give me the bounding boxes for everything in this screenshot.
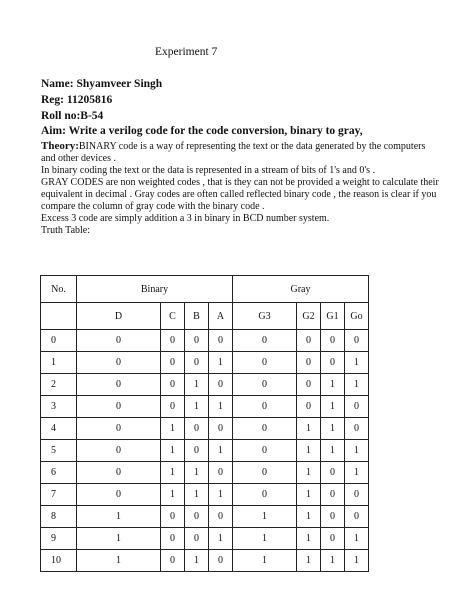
column-header-g1: G1 [321, 303, 345, 330]
table-cell-c: 1 [161, 418, 185, 440]
table-cell-go: 0 [345, 330, 369, 352]
row-number: 2 [41, 374, 77, 396]
table-cell-c: 1 [161, 462, 185, 484]
table-cell-g3: 0 [233, 352, 297, 374]
table-cell-d: 1 [77, 506, 161, 528]
table-cell-a: 1 [209, 484, 233, 506]
row-number: 7 [41, 484, 77, 506]
table-row [41, 506, 369, 528]
table-cell-c: 1 [161, 440, 185, 462]
column-header-c: C [161, 303, 185, 330]
table-cell-go: 0 [345, 396, 369, 418]
table-cell-go: 0 [345, 484, 369, 506]
table-cell-go: 1 [345, 528, 369, 550]
table-cell-g3: 0 [233, 440, 297, 462]
column-header-go: Go [345, 303, 369, 330]
table-cell-g3: 1 [233, 528, 297, 550]
table-cell-g3: 1 [233, 550, 297, 572]
table-cell-g1: 0 [321, 462, 345, 484]
table-cell-go: 1 [345, 462, 369, 484]
table-cell-b: 0 [185, 506, 209, 528]
table-row [41, 462, 369, 484]
column-header-d: D [77, 303, 161, 330]
table-cell-a: 1 [209, 440, 233, 462]
table-cell-b: 1 [185, 374, 209, 396]
table-cell-d: 1 [77, 528, 161, 550]
table-cell-c: 1 [161, 484, 185, 506]
table-cell-go: 1 [345, 352, 369, 374]
table-row [41, 418, 369, 440]
row-number: 3 [41, 396, 77, 418]
table-cell-b: 1 [185, 396, 209, 418]
table-cell-d: 0 [77, 462, 161, 484]
theory-paragraph-binary [41, 140, 441, 165]
table-row [41, 440, 369, 462]
table-cell-g3: 1 [233, 506, 297, 528]
table-cell-g1: 0 [321, 484, 345, 506]
table-cell-d: 0 [77, 418, 161, 440]
table-cell-go: 1 [345, 374, 369, 396]
theory-paragraph-gray: GRAY CODES are non weighted codes , that is they can not be provided a weight to calculate their equivalent in decimal . Gray codes are often called reflected binary code , the reason is clear if you compare the column of gray code with the binary code . [41, 177, 439, 212]
table-cell-g3: 0 [233, 418, 297, 440]
table-cell-g2: 1 [297, 418, 321, 440]
row-number: 4 [41, 418, 77, 440]
column-header-b: B [185, 303, 209, 330]
row-number: 5 [41, 440, 77, 462]
row-number: 0 [41, 330, 77, 352]
row-number: 6 [41, 462, 77, 484]
table-cell-b: 0 [185, 352, 209, 374]
table-cell-c: 0 [161, 352, 185, 374]
table-cell-b: 1 [185, 484, 209, 506]
table-cell-d: 0 [77, 352, 161, 374]
table-row [41, 374, 369, 396]
table-cell-a: 1 [209, 352, 233, 374]
table-cell-a: 0 [209, 462, 233, 484]
table-cell-a: 0 [209, 374, 233, 396]
table-cell-g2: 1 [297, 528, 321, 550]
table-cell-g3: 0 [233, 484, 297, 506]
table-cell-g3: 0 [233, 374, 297, 396]
header-no-blank [41, 303, 77, 330]
aim-statement: Aim: Write a verilog code for the code conversion, binary to gray, [41, 125, 363, 137]
table-cell-b: 0 [185, 440, 209, 462]
table-cell-a: 0 [209, 418, 233, 440]
table-cell-g3: 0 [233, 462, 297, 484]
student-name: Name: Shyamveer Singh [41, 78, 163, 90]
table-cell-d: 0 [77, 374, 161, 396]
table-cell-a: 0 [209, 506, 233, 528]
table-cell-a: 1 [209, 528, 233, 550]
table-cell-a: 1 [209, 396, 233, 418]
truth-table-label: Truth Table: [41, 225, 91, 236]
table-cell-g2: 1 [297, 484, 321, 506]
table-cell-g2: 1 [297, 462, 321, 484]
table-cell-g3: 0 [233, 396, 297, 418]
table-cell-a: 0 [209, 330, 233, 352]
table-cell-g1: 1 [321, 440, 345, 462]
table-row [41, 484, 369, 506]
table-cell-g1: 0 [321, 352, 345, 374]
theory-label: Theory: [41, 140, 79, 152]
table-cell-g1: 1 [321, 396, 345, 418]
truth-table [40, 275, 369, 572]
table-cell-a: 0 [209, 550, 233, 572]
table-cell-c: 0 [161, 550, 185, 572]
table-cell-d: 0 [77, 484, 161, 506]
table-cell-g2: 0 [297, 330, 321, 352]
table-cell-d: 0 [77, 396, 161, 418]
row-number: 9 [41, 528, 77, 550]
column-header-g3: G3 [233, 303, 297, 330]
table-cell-g3: 0 [233, 330, 297, 352]
table-cell-c: 0 [161, 396, 185, 418]
table-cell-b: 0 [185, 330, 209, 352]
table-cell-go: 0 [345, 418, 369, 440]
table-cell-g2: 0 [297, 352, 321, 374]
page-title: Experiment 7 [155, 46, 218, 58]
table-cell-go: 1 [345, 440, 369, 462]
table-row [41, 550, 369, 572]
header-binary: Binary [77, 276, 233, 303]
row-number: 1 [41, 352, 77, 374]
table-cell-g1: 0 [321, 330, 345, 352]
table-row [41, 330, 369, 352]
table-cell-g1: 0 [321, 528, 345, 550]
theory-paragraph-coding: In binary coding the text or the data is represented in a stream of bits of 1's and 0's . [41, 165, 376, 176]
table-cell-c: 0 [161, 374, 185, 396]
table-cell-g2: 1 [297, 506, 321, 528]
table-cell-c: 0 [161, 330, 185, 352]
table-cell-g1: 0 [321, 506, 345, 528]
table-cell-b: 0 [185, 528, 209, 550]
table-cell-g2: 0 [297, 374, 321, 396]
theory-text-binary: BINARY code is a way of representing the text or the data generated by the computers and other devices . [41, 141, 426, 164]
table-cell-g2: 1 [297, 550, 321, 572]
table-cell-g1: 1 [321, 374, 345, 396]
table-cell-d: 0 [77, 440, 161, 462]
table-row [41, 528, 369, 550]
header-no: No. [41, 276, 77, 303]
theory-paragraph-excess3: Excess 3 code are simply addition a 3 in binary in BCD number system. [41, 213, 330, 224]
table-cell-g1: 1 [321, 418, 345, 440]
table-row [41, 396, 369, 418]
column-header-g2: G2 [297, 303, 321, 330]
table-cell-b: 1 [185, 550, 209, 572]
header-gray: Gray [233, 276, 369, 303]
roll-number: Roll no:B-54 [41, 110, 104, 122]
registration-number: Reg: 11205816 [41, 94, 113, 106]
table-cell-d: 1 [77, 550, 161, 572]
table-cell-g2: 1 [297, 440, 321, 462]
table-cell-g2: 0 [297, 396, 321, 418]
table-row [41, 352, 369, 374]
row-number: 10 [41, 550, 77, 572]
table-cell-b: 1 [185, 462, 209, 484]
table-cell-c: 0 [161, 528, 185, 550]
table-cell-c: 0 [161, 506, 185, 528]
table-cell-g1: 1 [321, 550, 345, 572]
table-cell-go: 1 [345, 550, 369, 572]
table-cell-b: 0 [185, 418, 209, 440]
theory-section [41, 140, 441, 237]
table-cell-go: 0 [345, 506, 369, 528]
column-header-a: A [209, 303, 233, 330]
row-number: 8 [41, 506, 77, 528]
table-cell-d: 0 [77, 330, 161, 352]
